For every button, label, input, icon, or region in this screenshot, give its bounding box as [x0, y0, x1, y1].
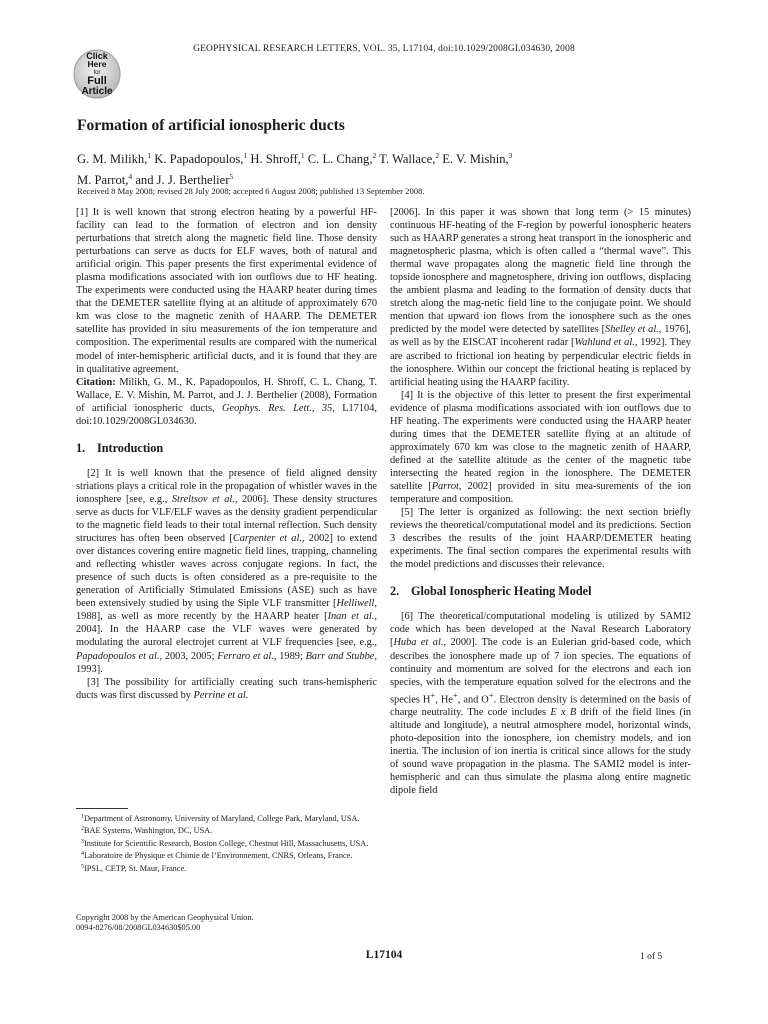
copyright-line: Copyright 2008 by the American Geophysical Union.: [76, 913, 254, 922]
author: and J. J. Berthelier$^5$: [135, 172, 234, 187]
footnote: $^5$IPSL, CETP, St. Maur, France.: [81, 863, 187, 873]
left-column: [76, 206, 377, 702]
badge-text-full: Full: [87, 75, 107, 87]
paragraph-6: [6] The theoretical/computational modeling is utilized by SAMI2 code which has been developed at the Naval Research Laboratory [Huba et al., 2000]. The code is an Eulerian grid-based code, which describes the ionosphere made up of 7 ion species. The equations of continuity and momentum are solved for the electrons and each ion species, with the temperature equation solved for the electrons and the species H+, He+, and O+. Electron density is determined on the basis of charge neutrality. The code includes E x B drift of the field lines (in altitude and longitude), a neutral atmosphere model, horizontal winds, photo-deposition into the ionosphere, ion chemistry models, and ion inertia. The inclusion of ion inertia is critical since allows for the study of sound wave propagation in the plasma. The SAMI2 model is inter-hemispheric and can thus simulate the plasma along entire magnetic dipole field: [390, 611, 691, 797]
badge-text-click: Click: [86, 51, 108, 61]
author: C. L. Chang,$^2$: [307, 151, 377, 166]
issn-line: 0094-8276/08/2008GL034630$05.00: [76, 923, 201, 933]
full-article-badge-icon: [68, 44, 126, 102]
affiliation-footnotes: [76, 812, 377, 874]
page-number: 1 of 5: [640, 952, 663, 962]
section-heading-introduction: 1. Introduction: [76, 440, 164, 455]
author: M. Parrot,$^4$: [77, 172, 133, 187]
author: T. Wallace,$^2$: [379, 151, 440, 166]
paragraph-5: [5] The letter is organized as following: the next section briefly reviews the theoretical/computational model and its predictions. Section 3 describes the results of the joint HAARP/DEMETER heating experiments. The final section compares the experimental results with the model predictions and discusses their relevance.: [390, 507, 691, 571]
footnote-divider: [76, 808, 128, 809]
footnote: $^1$Department of Astronomy, University of Maryland, College Park, Maryland, USA.: [81, 814, 360, 823]
section-heading-global-model: 2. Global Ionospheric Heating Model: [390, 584, 592, 599]
copyright-notice: [76, 913, 377, 934]
journal-header: GEOPHYSICAL RESEARCH LETTERS, VOL. 35, L17104, doi:10.1029/2008GL034630, 2008: [193, 44, 575, 54]
right-column: [390, 206, 691, 797]
author: G. M. Milikh,$^1$: [77, 151, 152, 166]
full-article-badge[interactable]: [68, 44, 126, 102]
abstract: [1] It is well known that strong electron heating by a powerful HF-facility can lead to the formation of electron and ion density perturbations that stretch along the magnetic field line. Those density perturbations can serve as ducts for ELF waves, both of natural and artificial origin. This paper presents the first experimental evidence of plasma modifications associated with ion outflows due to HF heating. The experiments were conducted using the HAARP heater during times that the DEMETER satellite flying at an altitude of approximately 670 km was close to the magnetic zenith of HAARP. The DEMETER satellite has provided in situ measurements of the ion temperature and composition. The experimental results are compared with the numerical model of inter-hemispheric artificial ducts, and it is found that they are in qualitative agreement.: [76, 207, 377, 375]
paragraph-3-continued: [2006]. In this paper it was shown that long term (> 15 minutes) continuous HF-heating of the F-region by powerful ionospheric heaters such as HAARP generates a strong heat transport in the ionospheric and magnetospheric plasma, which is often called a “thermal wave”. This thermal wave propagates along the magnetic field line through the topside ionosphere and magnetosphere, driving ion outflows, displacing the ambient plasma and leading to the formation of density ducts that stretch along the mag-netic field line to the conjugate point. We should mention that upward ion flows from the ionosphere such as the ones predicted by the model were detected by satellites [Shelley et al., 1976], as well as by the EISCAT incoherent radar [Wahlund et al., 1992]. They are ascribed to frictional ion heating by perpendicular electric fields in the ionosphere. Within our concept the frictional heating is replaced by artificial heating using the HAARP facility.: [390, 207, 691, 388]
author: H. Shroff,$^1$: [250, 151, 305, 166]
footnote: $^3$Institute for Scientific Research, Boston College, Chestnut Hill, Massachusetts, USA.: [81, 838, 369, 848]
author: E. V. Mishin,$^3$: [442, 151, 513, 166]
footnote: $^2$BAE Systems, Washington, DC, USA.: [81, 826, 213, 836]
author: K. Papadopoulos,$^1$: [154, 151, 248, 166]
article-id: L17104: [365, 949, 403, 961]
author-list: [77, 147, 637, 189]
paragraph-2: [2] It is well known that the presence of field aligned density striations plays a critical role in the propagation of whistler waves in the ionosphere [see, e.g., Streltsov et al., 2006]. These density structures serve as ducts for VLF/ELF waves as the density gradient perpendicular to the magnetic field leads to their total internal reflection. Such density structures has often been observed [Carpenter et al., 2002] to extend over distances covering entire magnetic field lines, trapping, channeling and reflecting whistler waves across conjugate regions. In fact, the presence of such ducts is often considered as a pre-requisite to the generation of Artificially Stimulated Emissions (ASE) such as have been extensively studied by using the Siple VLF transmitter [Helliwell, 1988], as well as more recently by the HAARP heater [Inan et al., 2004]. In the HAARP case the VLF waves were generated by modulating the auroral electrojet current at VLF frequencies [see, e.g., Papadopoulos et al., 2003, 2005; Ferraro et al., 1989; Barr and Stubbe, 1993].: [76, 467, 378, 675]
received-dates: Received 8 May 2008; revised 28 July 2008; accepted 6 August 2008; published 13 September 2008.: [77, 186, 425, 196]
badge-text-for: for: [93, 70, 101, 76]
badge-text-here: Here: [87, 59, 107, 69]
article-title: Formation of artificial ionospheric ducts: [77, 117, 345, 134]
paragraph-3: [3] The possibility for artificially creating such trans-hemispheric ducts was first discussed by Perrine et al.: [76, 676, 377, 701]
paragraph-4: [4] It is the objective of this letter to present the first experimental evidence of plasma modifications associated with ion outflows due to HF heating. The experiments were conducted using the HAARP heater during times that the DEMETER satellite flying at an altitude of approximately 670 km was close to the magnetic zenith of HAARP, defined at the satellite altitude as the center of the magnetic tube intersecting the heated region in the ionosphere. The DEMETER satellite [Parrot, 2002] provided in situ mea-surements of the ion temperature and composition.: [390, 389, 692, 506]
citation: Citation: Milikh, G. M., K. Papadopoulos, H. Shroff, C. L. Chang, T. Wallace, E. V. Mishin, M. Parrot, and J. J. Berthelier (2008), Formation of artificial ionospheric ducts, Geophys. Res. Lett., 35, L17104, doi:10.1029/2008GL034630.: [76, 376, 377, 427]
badge-text-article: Article: [81, 86, 113, 97]
footnote: $^4$Laboratoire de Physique et Chimie de l’Environnement, CNRS, Orleans, France.: [81, 851, 353, 861]
